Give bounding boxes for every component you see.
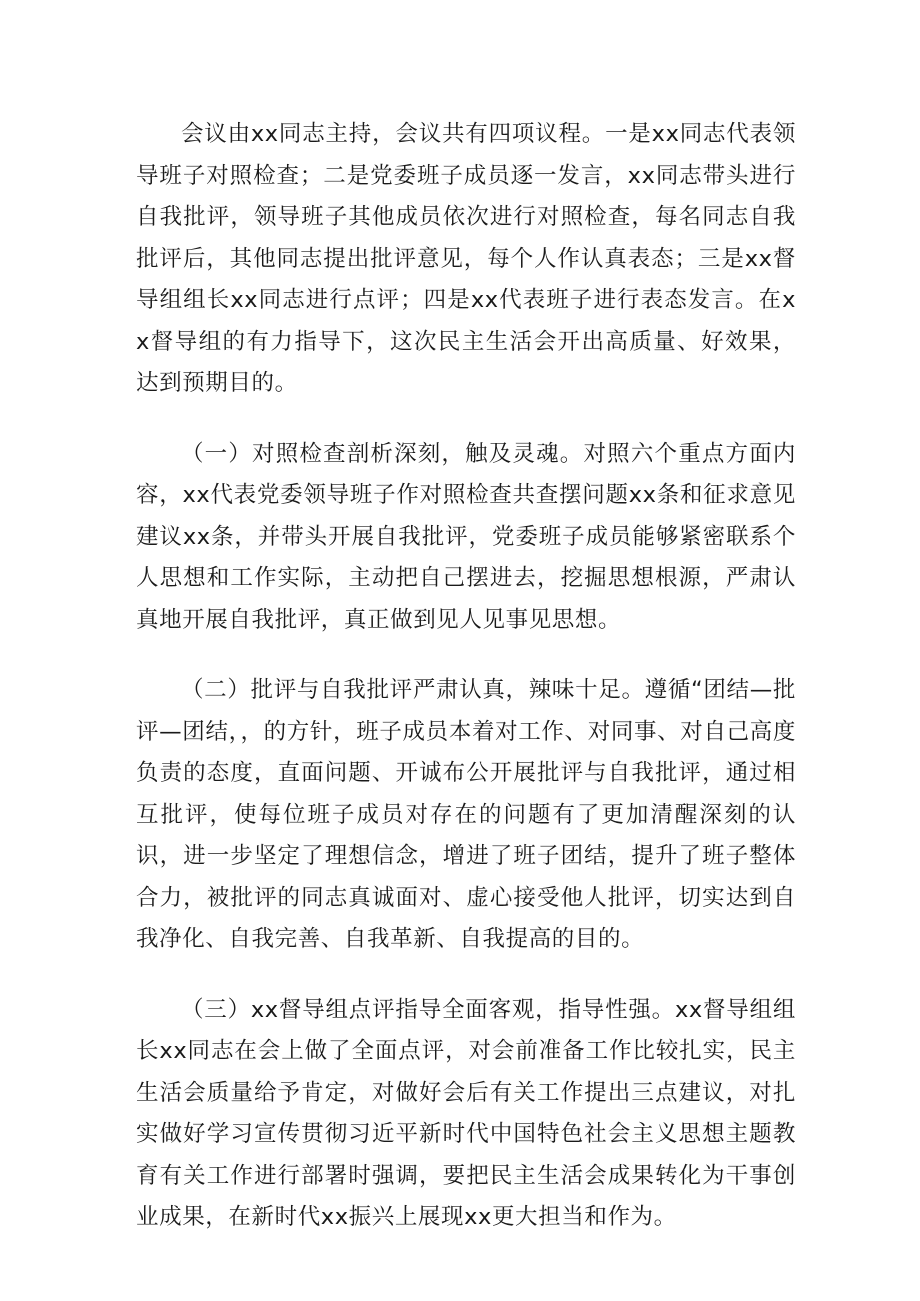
paragraph-meeting-agenda: 会议由xx同志主持，会议共有四项议程。一是xx同志代表领导班子对照检查；二是党委班子成员逐一发言，xx同志带头进行自我批评，领导班子其他成员依次进行对照检查，每名同志自我批评后，其他同志提出批评意见，每个人作认真表态；三是xx督导组组长xx同志进行点评；四是xx代表班子进行表态发言。在xx督导组的有力指导下，这次民主生活会开出高质量、好效果，达到预期目的。 (136, 121, 796, 396)
paragraph-section-two: （二）批评与自我批评严肃认真，辣味十足。遵循“团结—批评—团结，，的方针，班子成员本着对工作、对同事、对自己高度负责的态度，直面问题、开诚布公开展批评与自我批评，通过相互批评，使每位班子成员对存在的问题有了更加清醒深刻的认识，进一步坚定了理想信念，增进了班子团结，提升了班子整体合力，被批评的同志真诚面对、虚心接受他人批评，切实达到自我净化、自我完善、自我革新、自我提高的目的。 (136, 677, 796, 952)
document-body (136, 114, 796, 1239)
paragraph-section-one: （一）对照检查剖析深刻，触及灵魂。对照六个重点方面内容，xx代表党委领导班子作对照检查共查摆问题xx条和征求意见建议xx条，并带头开展自我批评，党委班子成员能够紧密联系个人思想和工作实际，主动把自己摆进去，挖掘思想根源，严肃认真地开展自我批评，真正做到见人见事见思想。 (136, 440, 796, 633)
paragraph-section-three: （三）xx督导组点评指导全面客观，指导性强。xx督导组组长xx同志在会上做了全面点评，对会前准备工作比较扎实，民主生活会质量给予肯定，对做好会后有关工作提出三点建议，对扎实做好学习宣传贯彻习近平新时代中国特色社会主义思想主题教育有关工作进行部署时强调，要把民主生活会成果转化为干事创业成果，在新时代xx振兴上展现xx更大担当和作为。 (136, 996, 796, 1230)
